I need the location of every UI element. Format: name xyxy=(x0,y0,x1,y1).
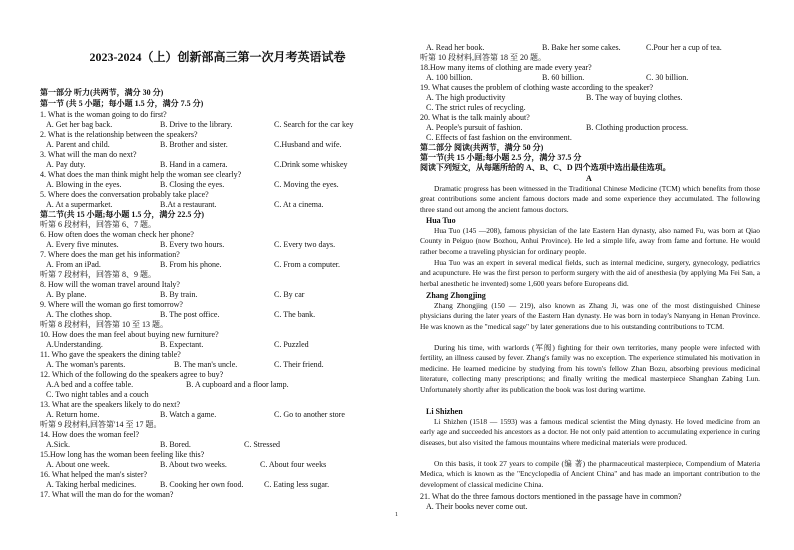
q11-option-a: A. The woman's parents. xyxy=(46,360,126,369)
q13-option-a: A. Return home. xyxy=(46,410,100,419)
q12-option-b: B. A cupboard and a floor lamp. xyxy=(186,380,289,389)
q4-option-c: C. Moving the eyes. xyxy=(274,180,339,189)
q3-option-b: B. Hand in a camera. xyxy=(160,160,228,169)
question-7: 7. Where does the man get his information? xyxy=(40,250,180,259)
li-shizhen-paragraph-1: Li Shizhen (1518 — 1593) was a famous medical scientist the Ming dynasty. He loved medicine from an early age and succeeded his ancestors as a doctor. He not only paid attention to accumulating experience in curing diseases, but also visited the famous mountains where medicinal materials were produced. xyxy=(420,417,760,447)
question-21: 21. What do the three famous doctors mentioned in the passage have in common? xyxy=(420,492,682,501)
question-10: 10. How does the man feel about buying new furniture? xyxy=(40,330,219,339)
q10-option-b: B. Expectant. xyxy=(160,340,204,349)
q19-option-a: A. The high productivity xyxy=(426,93,506,102)
q15-option-a: A. About one week. xyxy=(46,460,110,469)
passage-label: A xyxy=(586,174,592,183)
q1-option-c: C. Search for the car key xyxy=(274,120,354,129)
question-13: 13. What are the speakers likely to do next? xyxy=(40,400,181,409)
question-5: 5. Where does the conversation probably take place? xyxy=(40,190,209,199)
q18-option-b: B. 60 billion. xyxy=(542,73,585,82)
question-2: 2. What is the relationship between the speakers? xyxy=(40,130,198,139)
question-15: 15.How long has the woman been feeling like this? xyxy=(40,450,205,459)
question-11: 11. Who gave the speakers the dining table? xyxy=(40,350,181,359)
q18-option-c: C. 30 billion. xyxy=(646,73,689,82)
q17-option-c: C.Pour her a cup of tea. xyxy=(646,43,722,52)
q17-option-a: A. Read her book. xyxy=(426,43,485,52)
q13-option-c: C. Go to another store xyxy=(274,410,345,419)
q15-option-b: B. About two weeks. xyxy=(160,460,227,469)
question-4: 4. What does the man think might help the woman see clearly? xyxy=(40,170,242,179)
li-shizhen-heading: Li Shizhen xyxy=(426,407,463,416)
q9-option-c: C. The bank. xyxy=(274,310,316,319)
question-19: 19. What causes the problem of clothing waste according to the speaker? xyxy=(420,83,654,92)
question-1: 1. What is the woman going to do first? xyxy=(40,110,167,119)
listen-instruction-6: 听第 6 段材料，回答第 6、7 题。 xyxy=(40,220,156,229)
listen-instruction-9: 听第 9 段材料,回答第'14 至 17 题。 xyxy=(40,420,162,429)
q1-option-a: A. Get her bag back. xyxy=(46,120,113,129)
q8-option-a: A. By plane. xyxy=(46,290,87,299)
q5-option-b: B.At a restaurant. xyxy=(160,200,217,209)
section2-heading: 第二节(共 15 小题;每小题 1.5 分，满分 22.5 分) xyxy=(40,210,204,219)
q7-option-c: C. From a computer. xyxy=(274,260,340,269)
q10-option-a: A.Understanding. xyxy=(46,340,103,349)
listen-instruction-10: 听第 10 段材料,回答第 18 至 20 题。 xyxy=(420,53,546,62)
q21-option-a: A. Their books never come out. xyxy=(426,502,528,511)
q4-option-a: A. Blowing in the eyes. xyxy=(46,180,122,189)
question-12: 12. Which of the following do the speakers agree to buy? xyxy=(40,370,224,379)
q6-option-b: B. Every two hours. xyxy=(160,240,225,249)
q4-option-b: B. Closing the eyes. xyxy=(160,180,225,189)
q6-option-c: C. Every two days. xyxy=(274,240,336,249)
q1-option-b: B. Drive to the library. xyxy=(160,120,233,129)
question-18: 18.How many items of clothing are made every year? xyxy=(420,63,592,72)
q14-option-c: C. Stressed xyxy=(244,440,280,449)
section1-heading: 第一节 (共 5 小题；每小题 1.5 分，满分 7.5 分) xyxy=(40,99,204,108)
q8-option-b: B. By train. xyxy=(160,290,198,299)
q20-option-a: A. People's pursuit of fashion. xyxy=(426,123,523,132)
q9-option-a: A. The clothes shop. xyxy=(46,310,112,319)
question-17: 17. What will the man do for the woman? xyxy=(40,490,174,499)
q2-option-b: B. Brother and sister. xyxy=(160,140,228,149)
hua-tuo-paragraph-1: Hua Tuo (145 —208), famous physician of the late Eastern Han dynasty, also named Fu, was born at Qiao County in Peiguo (now Bozhou, Anhui Province). He led a simple life, away from fame and fortune. He would rather become a traveling physician for ordinary people. xyxy=(420,226,760,256)
q5-option-a: A. At a supermarket. xyxy=(46,200,113,209)
q14-option-a: A.Sick. xyxy=(46,440,70,449)
passage-intro: Dramatic progress has been witnessed in the Traditional Chinese Medicine (TCM) which benefits from those great contributions some ancient famous doctors made and some experience they accumulated. The following three stand out among the ancient famous doctors. xyxy=(420,184,760,214)
q6-option-a: A. Every five minutes. xyxy=(46,240,119,249)
hua-tuo-paragraph-2: Hua Tuo was an expert in several medical fields, such as internal medicine, surgery, gynecology, pediatrics and acupuncture. He was the first person to perform surgery with the aid of anesthesia (by applying Ma Fei San, a herbal anesthetic he invented) some 1,600 years before Europeans did. xyxy=(420,258,760,288)
q9-option-b: B. The post office. xyxy=(160,310,220,319)
question-3: 3. What will the man do next? xyxy=(40,150,137,159)
question-6: 6. How often does the woman check her phone? xyxy=(40,230,194,239)
q13-option-b: B. Watch a game. xyxy=(160,410,217,419)
q19-option-b: B. The way of buying clothes. xyxy=(586,93,683,102)
q20-option-b: B. Clothing production process. xyxy=(586,123,688,132)
q18-option-a: A. 100 billion. xyxy=(426,73,473,82)
part1-heading: 第一部分 听力(共两节，满分 30 分) xyxy=(40,88,164,97)
question-20: 20. What is the talk mainly about? xyxy=(420,113,530,122)
zhang-zhongjing-paragraph-1: Zhang Zhongjing (150 — 219), also known as Zhang Ji, was one of the most distinguished Chinese physicians during the later years of the Eastern Han dynasty. He was born in today's Nanyang in Henan Province. He was known as the "medical sage" by later generations due to his outstanding contributions to TCM. xyxy=(420,301,760,331)
page-number: 1 xyxy=(395,512,398,518)
exam-title: 2023-2024（上）创新部高三第一次月考英语试卷 xyxy=(89,50,346,64)
q16-option-a: A. Taking herbal medicines. xyxy=(46,480,137,489)
zhang-zhongjing-heading: Zhang Zhongjing xyxy=(426,291,486,300)
q16-option-b: B. Cooking her own food. xyxy=(160,480,244,489)
hua-tuo-heading: Hua Tuo xyxy=(426,216,456,225)
question-16: 16. What helped the man's sister? xyxy=(40,470,148,479)
q3-option-c: C.Drink some whiskey xyxy=(274,160,348,169)
q10-option-c: C. Puzzled xyxy=(274,340,309,349)
question-9: 9. Where will the woman go first tomorrow? xyxy=(40,300,183,309)
question-8: 8. How will the woman travel around Italy? xyxy=(40,280,180,289)
q2-option-c: C.Husband and wife. xyxy=(274,140,342,149)
q11-option-c: C. Their friend. xyxy=(274,360,324,369)
q12-option-c: C. Two night tables and a couch xyxy=(46,390,149,399)
q20-option-c: C. Effects of fast fashion on the environment. xyxy=(426,133,572,142)
question-14: 14. How does the woman feel? xyxy=(40,430,140,439)
q12-option-a: A.A bed and a coffee table. xyxy=(46,380,134,389)
listen-instruction-8: 听第 8 段材料，回答第 10 至 13 题。 xyxy=(40,320,168,329)
q15-option-c: C. About four weeks xyxy=(260,460,327,469)
q16-option-c: C. Eating less sugar. xyxy=(264,480,330,489)
q2-option-a: A. Parent and child. xyxy=(46,140,110,149)
li-shizhen-paragraph-2: On this basis, it took 27 years to compile (编 著) the pharmaceutical masterpiece, Compendium of Materia Medica, which is known as the "Encyclopedia of Ancient China" and has made an important contribution to the development of classical medicine China. xyxy=(420,459,760,489)
part2-section1-heading: 第一节(共 15 小题;每小题 2.5 分，满分 37.5 分 xyxy=(420,153,582,162)
part2-instruction: 阅读下列短文，从每题所给的 A、B、C、D 四个选项中选出最佳选项。 xyxy=(420,163,671,172)
q3-option-a: A. Pay duty. xyxy=(46,160,86,169)
q17-option-b: B. Bake her some cakes. xyxy=(542,43,621,52)
q19-option-c: C. The strict rules of recycling. xyxy=(426,103,526,112)
listen-instruction-7: 听第 7 段材料，回答第 8、9 题。 xyxy=(40,270,156,279)
q11-option-b: B. The man's uncle. xyxy=(174,360,238,369)
part2-heading: 第二部分 阅读(共两节，满分 50 分) xyxy=(420,143,544,152)
q14-option-b: B. Bored. xyxy=(160,440,191,449)
zhang-zhongjing-paragraph-2: During his time, with warlords (军阀) fighting for their own territories, many people were infected with fertility, an illness caused by fever. Zhang's family was no exception. The experience stimulated his motivation in medicine. He learned medicine by studying from his town's fellow Zhan Bozu, absorbing previous medicinal literature, collecting many prescriptions; and finally writing the medical masterpiece Shanghan Zabing Lun. Unfortunately shortly after its publication the book was lost during wartime. xyxy=(420,343,760,394)
q8-option-c: C. By car xyxy=(274,290,305,299)
q7-option-b: B. From his phone. xyxy=(160,260,222,269)
q7-option-a: A. From an iPad. xyxy=(46,260,101,269)
q5-option-c: C. At a cinema. xyxy=(274,200,324,209)
